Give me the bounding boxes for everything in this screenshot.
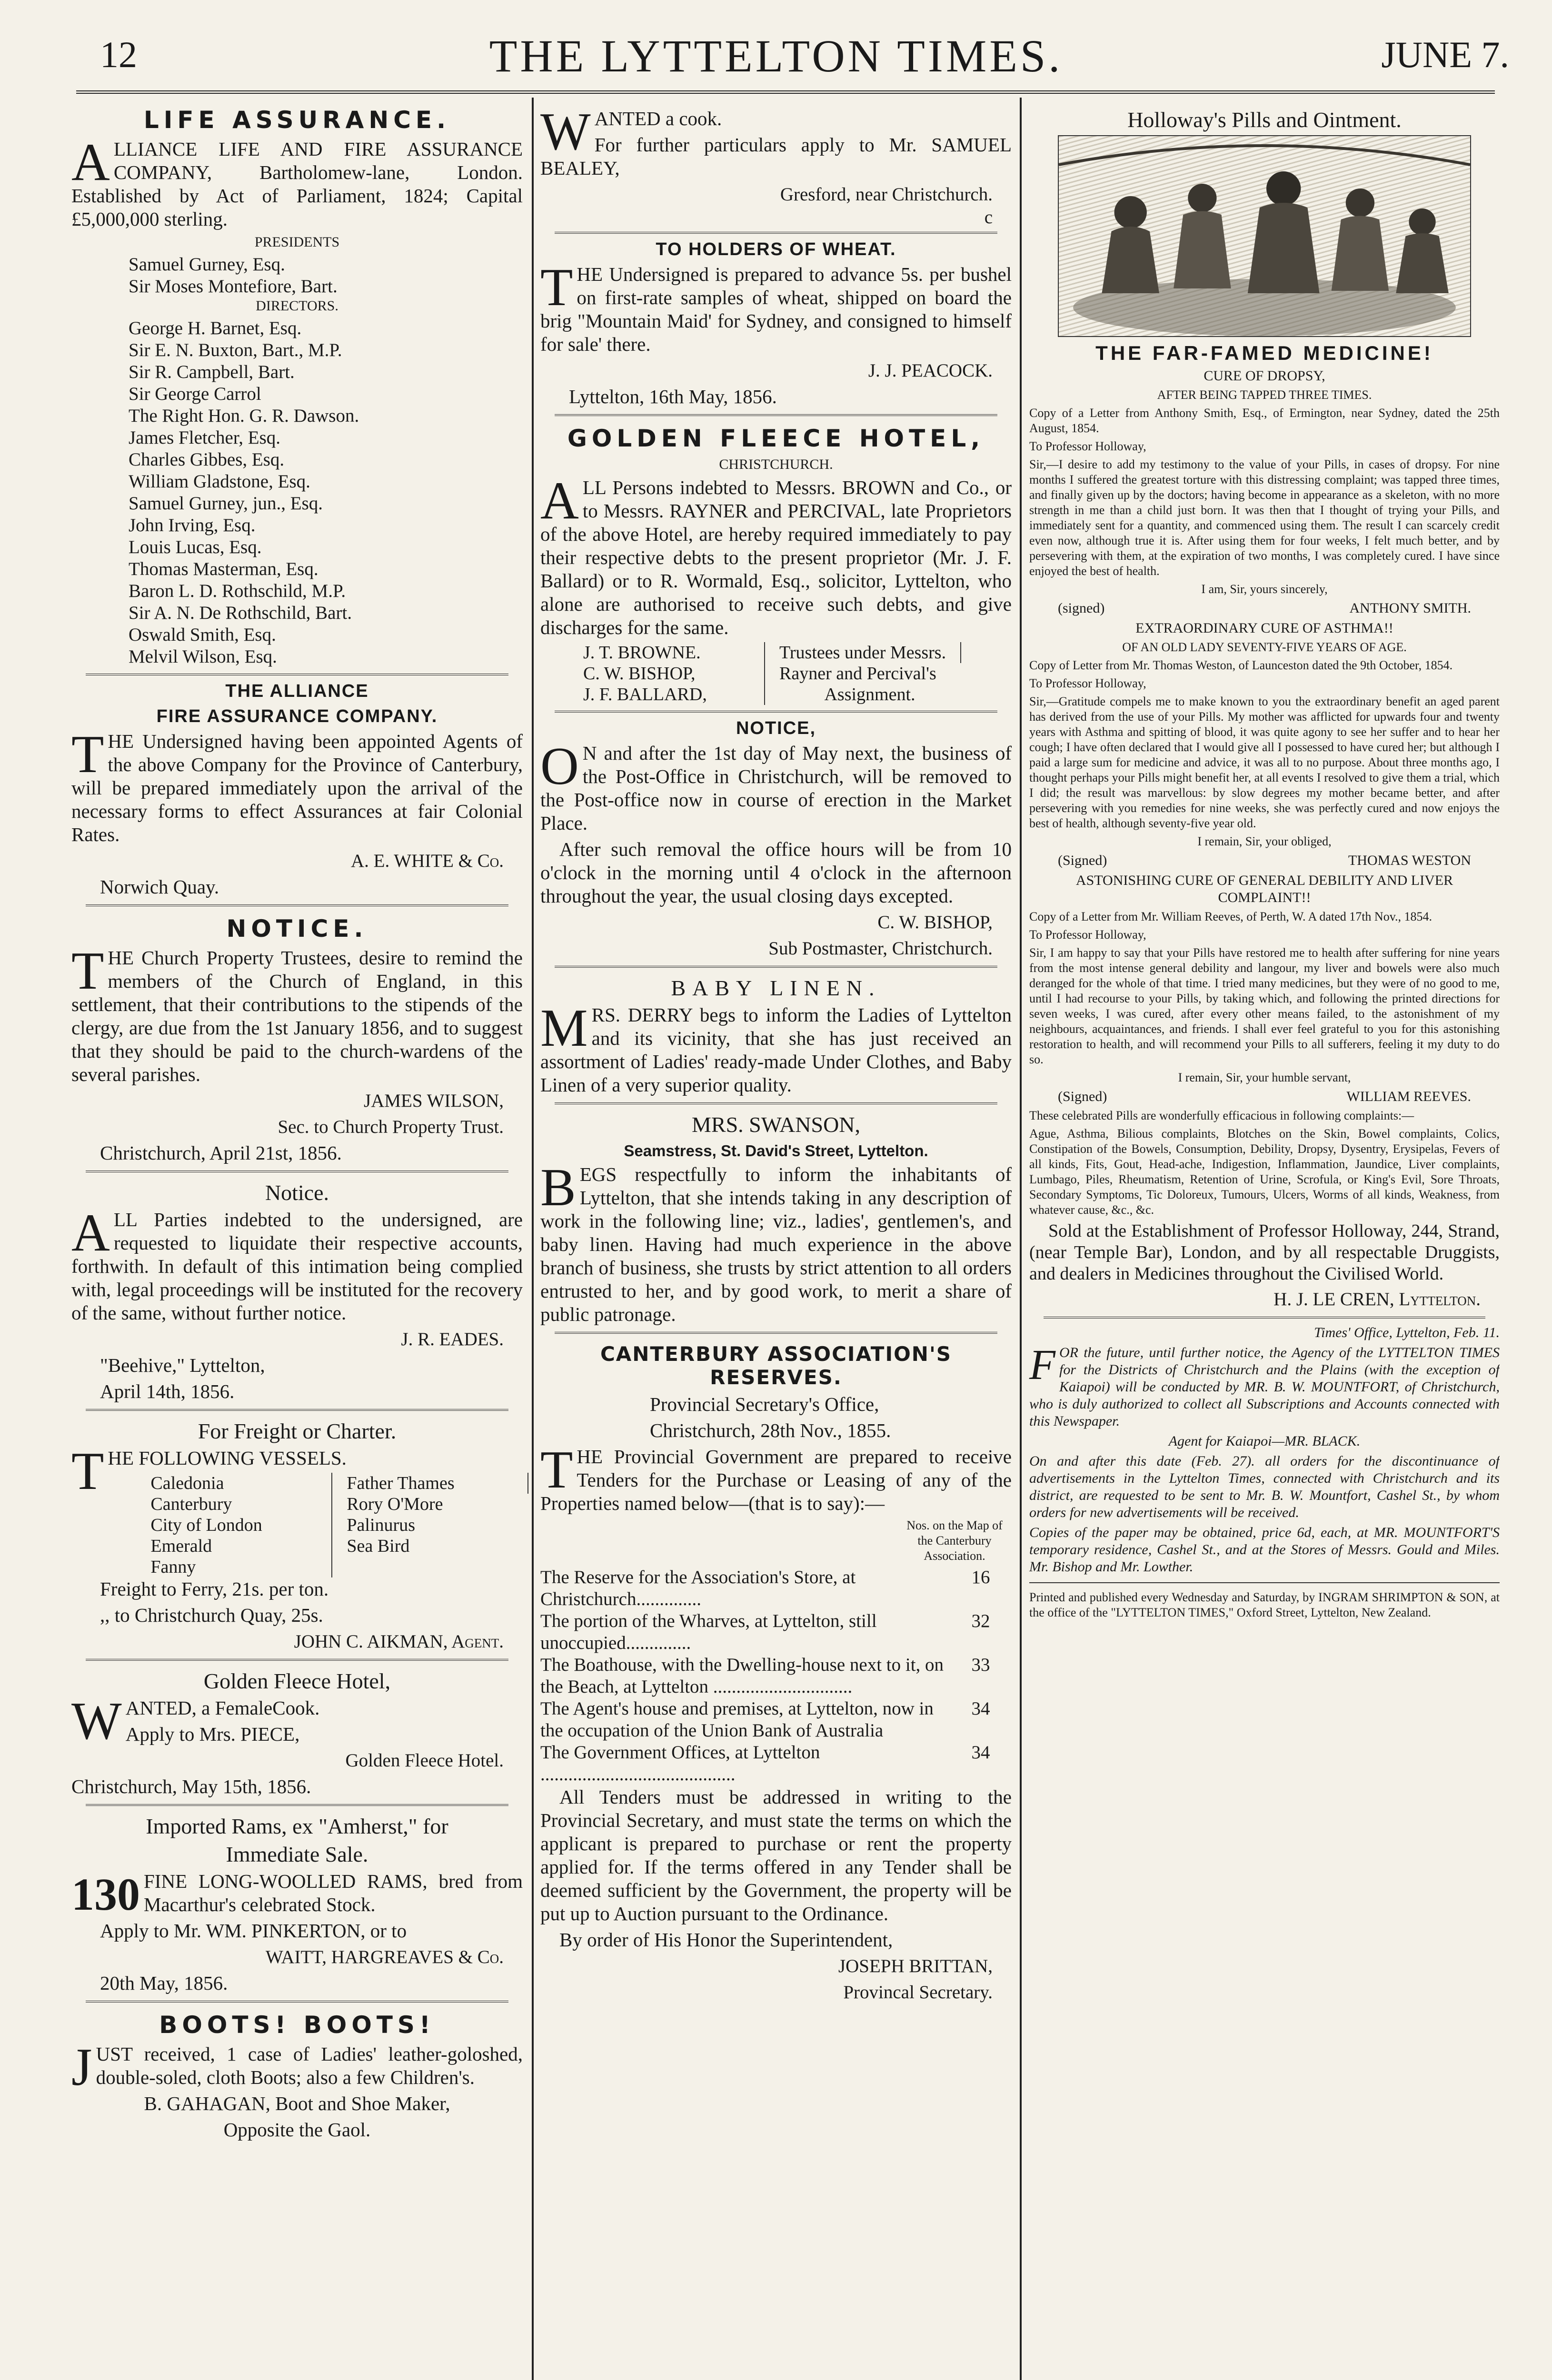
signed-label: (Signed): [1058, 853, 1107, 868]
swanson-body: BEGS respectfully to inform the inhabitants of Lyttelton, that she intends taking in any description of work in the following line; viz., ladies', gentlemen's, and baby linen. Having had much experience in the above branch of business, she trusts by strict attention to all orders entrusted to her, and by good work, to merit a share of public patronage.: [540, 1158, 1012, 1325]
directors-label: DIRECTORS.: [256, 298, 338, 314]
signed-label: (Signed): [1058, 1089, 1107, 1104]
golden-fleece-apply: Apply to Mrs. PIECE,: [125, 1723, 300, 1745]
holloway-heading: Holloway's Pills and Ointment.: [1127, 108, 1402, 132]
list-item: Sir A. N. De Rothschild, Bart.: [129, 603, 352, 623]
canterbury-date: Christchurch, 28th Nov., 1855.: [650, 1419, 891, 1441]
swanson-heading: MRS. SWANSON,: [691, 1112, 861, 1137]
drop-cap: T: [540, 258, 573, 317]
wheat-signature: J. J. PEACOCK.: [868, 360, 993, 381]
list-item: Canterbury: [150, 1494, 232, 1514]
separator: [555, 711, 997, 713]
asthma-intro: Copy of Letter from Mr. Thomas Weston, of Launceston dated the 9th October, 1854.: [1029, 658, 1453, 672]
notice2-place: "Beehive," Lyttelton,: [100, 1354, 265, 1376]
church-notice-body: THE Church Property Trustees, desire to remind the members of the Church of England, in this settlement, that their contributions to the stipends of the clergy, are due from the 1st January 1856, and to suggest that they should be paid to the church-wardens of the several parishes.: [71, 942, 523, 1085]
column-left: [71, 98, 528, 2380]
canterbury-signature: JOSEPH BRITTAN,: [838, 1956, 993, 1976]
debility-signature: WILLIAM REEVES.: [1346, 1089, 1471, 1104]
golden-fleece-place: Christchurch, May 15th, 1856.: [71, 1775, 311, 1797]
freight-rate: ,, to Christchurch Quay, 25s.: [100, 1604, 323, 1626]
list-item: J. F. BALLARD,: [583, 684, 707, 704]
dropsy-intro: Copy of a Letter from Anthony Smith, Esq., of Ermington, near Sydney, dated the 25th August, 1854.: [1029, 406, 1500, 435]
list-item: John Irving, Esq.: [129, 515, 256, 536]
boots-signature: B. GAHAGAN, Boot and Shoe Maker,: [144, 2092, 450, 2114]
presidents-list: [71, 254, 523, 298]
kaiapoi-agent: Agent for Kaiapoi—MR. BLACK.: [1168, 1433, 1361, 1449]
list-item: Melvil Wilson, Esq.: [129, 646, 277, 667]
separator: [86, 1659, 508, 1661]
rams-number: 130: [71, 1869, 140, 1920]
table-row: The Boathouse, with the Dwelling-house next to it, on the Beach, at Lyttelton .............................. 33: [540, 1655, 990, 1697]
list-item: J. T. BROWNE.: [583, 642, 765, 663]
column-rule: [1020, 98, 1022, 2380]
canterbury-order: By order of His Honor the Superintendent,: [559, 1929, 893, 1951]
drop-cap: J: [71, 2038, 92, 2097]
trustees-names: [583, 642, 765, 705]
dropsy-close: I am, Sir, yours sincerely,: [1201, 582, 1328, 596]
rams-heading-sub: Immediate Sale.: [226, 1842, 368, 1866]
list-item: Caledonia: [150, 1473, 332, 1494]
fire-place: Norwich Quay.: [100, 876, 219, 898]
list-item: Sea Bird: [347, 1536, 410, 1556]
drop-cap: B: [540, 1158, 576, 1217]
fire-heading-sub: FIRE ASSURANCE COMPANY.: [156, 706, 438, 726]
trustees-title: [779, 642, 989, 705]
drop-cap: T: [540, 1440, 573, 1499]
column-middle: [536, 98, 1016, 2380]
sold-signature: H. J. LE CREN, Lyttelton.: [1273, 1289, 1481, 1309]
life-assurance-body: ALLIANCE LIFE AND FIRE ASSURANCE COMPANY, Bartholomew-lane, London. Established by Act of Parliament, 1824; Capital £5,000,000 sterling.: [71, 133, 523, 230]
cook-details: For further particulars apply to Mr. SAMUEL BEALEY,: [540, 134, 1012, 179]
separator: [86, 1804, 508, 1806]
table-row: The Agent's house and premises, at Lyttelton, now in the occupation of the Union Bank of Australia 34: [540, 1698, 990, 1741]
separator: [86, 904, 508, 906]
list-item: Charles Gibbes, Esq.: [129, 449, 285, 470]
dropsy-title: CURE OF DROPSY,: [1204, 368, 1325, 384]
page-number: 12: [100, 34, 137, 75]
wheat-heading: TO HOLDERS OF WHEAT.: [656, 239, 896, 259]
column-rule: [532, 98, 534, 2380]
freight-lead: THE FOLLOWING VESSELS.: [71, 1442, 347, 1501]
list-item: Father Thames: [347, 1473, 528, 1494]
debility-close: I remain, Sir, your humble servant,: [1178, 1071, 1351, 1084]
separator: [86, 2001, 508, 2003]
debility-intro: Copy of a Letter from Mr. William Reeves, of Perth, W. A dated 17th Nov., 1854.: [1029, 910, 1433, 923]
times-office-line: Times' Office, Lyttelton, Feb. 11.: [1314, 1325, 1500, 1340]
freight-signature: JOHN C. AIKMAN, Agent.: [294, 1631, 504, 1652]
separator: [86, 674, 508, 675]
issue-date: JUNE 7.: [1381, 34, 1509, 75]
rams-date: 20th May, 1856.: [100, 1972, 228, 1994]
church-notice-place: Christchurch, April 21st, 1856.: [100, 1142, 342, 1164]
asthma-signature-line: [1029, 852, 1500, 869]
far-famed-heading: THE FAR-FAMED MEDICINE!: [1095, 342, 1433, 364]
asthma-signature: THOMAS WESTON: [1348, 853, 1471, 868]
drop-cap: O: [540, 737, 579, 796]
separator: [1029, 1582, 1500, 1583]
asthma-title: EXTRAORDINARY CURE OF ASTHMA!!: [1135, 620, 1393, 636]
canterbury-terms: All Tenders must be addressed in writing to the Provincial Secretary, and must state the terms on which the applicant is prepared to purchase or rent the property applied for. If the terms offered in any Tender shall be deemed sufficient by the Government, the property will be put up to Auction pursuant to the Ordinance.: [540, 1786, 1012, 1924]
golden-fleece-hotel: Golden Fleece Hotel.: [345, 1750, 504, 1771]
reserves-table: [540, 1567, 1012, 1785]
rams-apply-agent: WAITT, HARGREAVES & Co.: [265, 1947, 504, 1967]
sold-at: Sold at the Establishment of Professor Holloway, 244, Strand, (near Temple Bar), London, and by all respectable Druggists, and dealers in Medicines throughout the Civilised World.: [1029, 1221, 1500, 1284]
cook-wanted: WANTED a cook.: [540, 102, 722, 161]
list-item: Fanny: [150, 1557, 196, 1577]
drop-cap: F: [1029, 1341, 1055, 1388]
fire-heading: THE ALLIANCE: [225, 681, 369, 701]
swanson-subheading: Seamstress, St. David's Street, Lyttelton.: [624, 1142, 928, 1160]
printer-imprint: Printed and published every Wednesday and Saturday, by INGRAM SHRIMPTON & SON, at the office of the "LYTTELTON TIMES," Oxford Street, Lyttelton, New Zealand.: [1029, 1590, 1500, 1619]
cook-place: Gresford, near Christchurch.: [780, 184, 993, 205]
drop-cap: M: [540, 999, 588, 1058]
dropsy-signature-line: [1029, 600, 1500, 617]
list-item: The Right Hon. G. R. Dawson.: [129, 406, 359, 426]
separator: [555, 1102, 997, 1104]
post-office-signature: C. W. BISHOP,: [877, 912, 993, 932]
list-item: Rayner and Percival's: [779, 664, 936, 684]
vessels-list: [108, 1473, 523, 1577]
list-item: Sir R. Campbell, Bart.: [129, 362, 295, 382]
separator: [555, 414, 997, 416]
hotel-subheading: CHRISTCHURCH.: [719, 456, 833, 472]
wheat-place: Lyttelton, 16th May, 1856.: [569, 386, 777, 407]
engraving-figures-icon: [1059, 136, 1470, 336]
holloway-engraving: [1058, 135, 1471, 337]
list-item: City of London: [150, 1515, 262, 1535]
list-item: Palinurus: [347, 1515, 415, 1535]
rams-apply: Apply to Mr. WM. PINKERTON, or to: [100, 1920, 407, 1942]
drop-cap: A: [71, 133, 110, 192]
canterbury-body: THE Provincial Government are prepared to receive Tenders for the Purchase or Leasing of any of the Properties named below—(that is to say):—: [540, 1440, 1012, 1514]
debility-signature-line: [1029, 1088, 1500, 1105]
list-item: C. W. BISHOP,: [583, 664, 696, 684]
freight-rate: Freight to Ferry, 21s. per ton.: [100, 1578, 329, 1600]
hotel-body: ALL Persons indebted to Messrs. BROWN and Co., or to Messrs. RAYNER and PERCIVAL, late Proprietors of the above Hotel, are hereby required immediately to pay their respective debts to the present proprietor (Mr. J. F. Ballard) or to R. Wormald, Esq., solicitor, Lyttelton, who alone are authorised to receive such debts, and give discharges for the same.: [540, 471, 1012, 638]
masthead-rule: [76, 90, 1495, 94]
list-item: Sir Moses Montefiore, Bart.: [129, 276, 338, 297]
boots-heading: BOOTS! BOOTS!: [159, 2011, 435, 2039]
separator: [86, 1170, 508, 1172]
golden-fleece-body: WANTED, a FemaleCook.: [71, 1692, 320, 1751]
list-item: William Gladstone, Esq.: [129, 471, 310, 492]
list-item: Samuel Gurney, Esq.: [129, 254, 285, 275]
drop-cap: A: [540, 471, 579, 530]
boots-signature-address: Opposite the Gaol.: [223, 2119, 371, 2141]
list-item: Sir E. N. Buxton, Bart., M.P.: [129, 340, 342, 360]
separator: [1044, 1317, 1485, 1319]
signed-label: (signed): [1058, 600, 1105, 616]
directors-list: [71, 317, 523, 668]
list-item: Sir George Carrol: [129, 384, 261, 404]
column-right: [1024, 98, 1500, 2380]
presidents-label: PRESIDENTS: [254, 234, 340, 250]
list-item: Oswald Smith, Esq.: [129, 625, 276, 645]
freight-heading: For Freight or Charter.: [198, 1419, 397, 1443]
post-office-hours: After such removal the office hours will be from 10 o'clock in the morning until 4 o'clock in the afternoon throughout the year, the usual closing days excepted.: [540, 838, 1012, 907]
vessels-right: [347, 1473, 527, 1577]
list-item: George H. Barnet, Esq.: [129, 318, 302, 338]
complaints-intro: These celebrated Pills are wonderfully efficacious in following complaints:—: [1029, 1109, 1414, 1122]
post-office-heading: NOTICE,: [736, 718, 816, 738]
list-item: Assignment.: [824, 684, 915, 704]
debility-letter: Sir, I am happy to say that your Pills have restored me to health after suffering for nine years from the most intense general debility and langour, my liver and bowels were also much deranged for the whole of that time. I tried many medicines, but they were of no good to me, until I had recourse to your Pills, by taking which, and following the printed directions for seven weeks, I was cured, after every other means failed, to the astonishment of my neighbours, acquaintances, and friends. I shall ever feel grateful to you for this astonishing restoration to health, and will recommend your Pills to all sufferers, feeling it my duty to do so.: [1029, 946, 1500, 1066]
drop-cap: T: [71, 725, 104, 784]
asthma-to: To Professor Holloway,: [1029, 676, 1146, 690]
masthead: [0, 0, 1552, 81]
asthma-letter: Sir,—Gratitude compels me to make known to you the extraordinary benefit an aged parent has derived from the use of your Pills. My mother was afflicted for upwards four and twenty years with Asthma and spitting of blood, it was quite agony to see her suffer and to hear her cough; I have often declared that I would give all I possessed to have cured her; but although I paid a large sum for medicine and advice, it was all to no purpose. About three months ago, I thought perhaps your Pills might benefit her, at all events I resolved to give them a trial, which I did; the result was marvellous: by slow degrees my mother became better, and after persevering with you remedies for nine weeks, she was perfectly cured and now enjoys the best of health, although seventy-five year old.: [1029, 694, 1500, 830]
debility-title: ASTONISHING CURE OF GENERAL DEBILITY AND LIVER COMPLAINT!!: [1075, 873, 1453, 905]
cook-mark: c: [984, 207, 993, 228]
asthma-subtitle: OF AN OLD LADY SEVENTY-FIVE YEARS OF AGE.: [1122, 640, 1407, 654]
table-row: The portion of the Wharves, at Lyttelton, still unoccupied.............. 32: [540, 1611, 990, 1653]
list-item: Rory O'More: [347, 1494, 443, 1514]
notice2-body: ALL Parties indebted to the undersigned, are requested to liquidate their respective accounts, forthwith. In default of this intimation being complied with, legal proceedings will be instituted for the recovery of the same, without further notice.: [71, 1203, 523, 1324]
church-notice-signature: JAMES WILSON,: [364, 1091, 504, 1111]
drop-cap: T: [71, 942, 104, 1001]
discontinuance-notice: On and after this date (Feb. 27). all orders for the discontinuance of advertisements in the Lyttelton Times, connected with Christchurch and its district, are requested to be sent to Mr. B. W. Mountfort, Cashel St., by whom orders for new advertisements will be received.: [1029, 1453, 1500, 1520]
wheat-body: THE Undersigned is prepared to advance 5s. per bushel on first-rate samples of wheat, shipped on board the brig "Mountain Maid' for Sydney, and consigned to himself for sale' there.: [540, 258, 1012, 355]
life-assurance-heading: LIFE ASSURANCE.: [143, 106, 451, 134]
vessels-left: [150, 1473, 332, 1577]
list-item: Trustees under Messrs.: [779, 642, 961, 663]
canterbury-signature-title: Provincal Secretary.: [843, 1982, 993, 2003]
asthma-close: I remain, Sir, your obliged,: [1197, 834, 1332, 848]
notice2-heading: Notice.: [265, 1180, 329, 1205]
trustees-block: [540, 642, 1012, 705]
separator: [86, 1409, 508, 1411]
list-item: Emerald: [150, 1536, 212, 1556]
drop-cap: W: [540, 102, 591, 161]
list-item: Thomas Masterman, Esq.: [129, 559, 318, 579]
separator: [555, 966, 997, 968]
church-notice-signature-title: Sec. to Church Property Trust.: [278, 1117, 504, 1137]
canterbury-heading: CANTERBURY ASSOCIATION'S RESERVES.: [600, 1342, 952, 1389]
notice2-date: April 14th, 1856.: [100, 1380, 235, 1402]
baby-linen-heading: BABY LINEN.: [671, 976, 881, 1000]
table-row: The Government Offices, at Lyttelton .......................................... 34: [540, 1742, 990, 1785]
fire-signature: A. E. WHITE & Co.: [351, 851, 504, 871]
dropsy-subtitle: AFTER BEING TAPPED THREE TIMES.: [1157, 388, 1372, 402]
rams-heading: Imported Rams, ex "Amherst," for: [146, 1814, 448, 1838]
notice-heading: NOTICE.: [226, 915, 368, 942]
dropsy-signature: ANTHONY SMITH.: [1349, 600, 1471, 616]
separator: [555, 1332, 997, 1334]
dropsy-to: To Professor Holloway,: [1029, 439, 1146, 453]
agency-notice: FOR the future, until further notice, the Agency of the LYTTELTON TIMES for the Districts of Christchurch and the Plains (with the exception of Kaiapoi) will be conducted by MR. B. W. MOUNTFORT, of Christchurch, who is duly authorized to collect all Subscriptions and Accounts connected with this Newspaper.: [1029, 1341, 1500, 1429]
boots-body: JUST received, 1 case of Ladies' leather-goloshed, double-soled, cloth Boots; also a few Children's.: [71, 2038, 523, 2097]
hotel-heading: GOLDEN FLEECE HOTEL,: [567, 425, 985, 452]
baby-linen-body: MRS. DERRY begs to inform the Ladies of Lyttelton and its vicinity, that she has just received an assortment of Ladies' ready-made Under Clothes, and Baby Linen of a very superior quality.: [540, 999, 1012, 1096]
drop-cap: T: [71, 1442, 104, 1501]
canterbury-office: Provincial Secretary's Office,: [650, 1393, 879, 1415]
drop-cap: W: [71, 1692, 122, 1751]
list-item: Louis Lucas, Esq.: [129, 537, 262, 557]
copies-notice: Copies of the paper may be obtained, price 6d, each, at MR. MOUNTFORT'S temporary residence, Cashel St., and at the Stores of Messrs. Gould and Miles. Mr. Bishop and Mr. Lowther.: [1029, 1525, 1500, 1575]
separator: [555, 232, 997, 234]
notice2-signature: J. R. EADES.: [401, 1329, 504, 1349]
list-item: Baron L. D. Rothschild, M.P.: [129, 581, 346, 601]
dropsy-letter: Sir,—I desire to add my testimony to the value of your Pills, in cases of dropsy. For nine months I suffered the greatest torture with this distressing complaint; was tapped three times, and finally given up by the doctors; having become in appearance as a skeleton, with no more strength in me than a child just born. It was then that I thought of trying your Pills, and immediately sent for a quantity, and commenced using them. The result I can scarcely credit even now, although true it is. After using them for four weeks, I felt much better, and by persevering with them, at the expiration of two months, I was completely cured. I have since enjoyed the best of health.: [1029, 457, 1500, 578]
post-office-signature-title: Sub Postmaster, Christchurch.: [768, 938, 993, 959]
drop-cap: A: [71, 1203, 110, 1262]
table-row: The Reserve for the Association's Store, at Christchurch.............. 16: [540, 1567, 990, 1609]
golden-fleece-heading: Golden Fleece Hotel,: [203, 1669, 391, 1693]
post-office-body: O N and after the 1st day of May next, the business of the Post-Office in Christchurch, will be removed to the Post-office now in course of erection in the Market Place.: [540, 737, 1012, 834]
debility-to: To Professor Holloway,: [1029, 928, 1146, 942]
list-item: James Fletcher, Esq.: [129, 427, 281, 448]
rams-body: 130 FINE LONG-WOOLLED RAMS, bred from Macarthur's celebrated Stock.: [71, 1869, 523, 1920]
reserves-column-head: Nos. on the Map of the Canterbury Association.: [906, 1518, 1003, 1563]
fire-body: THE Undersigned having been appointed Agents of the above Company for the Province of Canterbury, will be prepared immediately upon the arrival of the necessary forms to effect Assurances at fair Colonial Rates.: [71, 725, 523, 845]
newspaper-title: THE LYTTELTON TIMES.: [489, 30, 1063, 81]
complaints-list: Ague, Asthma, Bilious complaints, Blotches on the Skin, Bowel complaints, Colics, Constipation of the Bowels, Consumption, Debility, Dropsy, Dysentry, Erysipelas, Fevers of all kinds, Fits, Gout, Head-ache, Indigestion, Inflammation, Jaundice, Liver complaints, Lumbago, Piles, Rheumatism, Retention of Urine, Scrofula, or King's Evil, Sore Throats, Secondary Symptoms, Tic Doloreux, Tumours, Ulcers, Worms of all kinds, Weakness, from whatever cause, &c., &c.: [1029, 1127, 1500, 1217]
list-item: Samuel Gurney, jun., Esq.: [129, 493, 323, 514]
